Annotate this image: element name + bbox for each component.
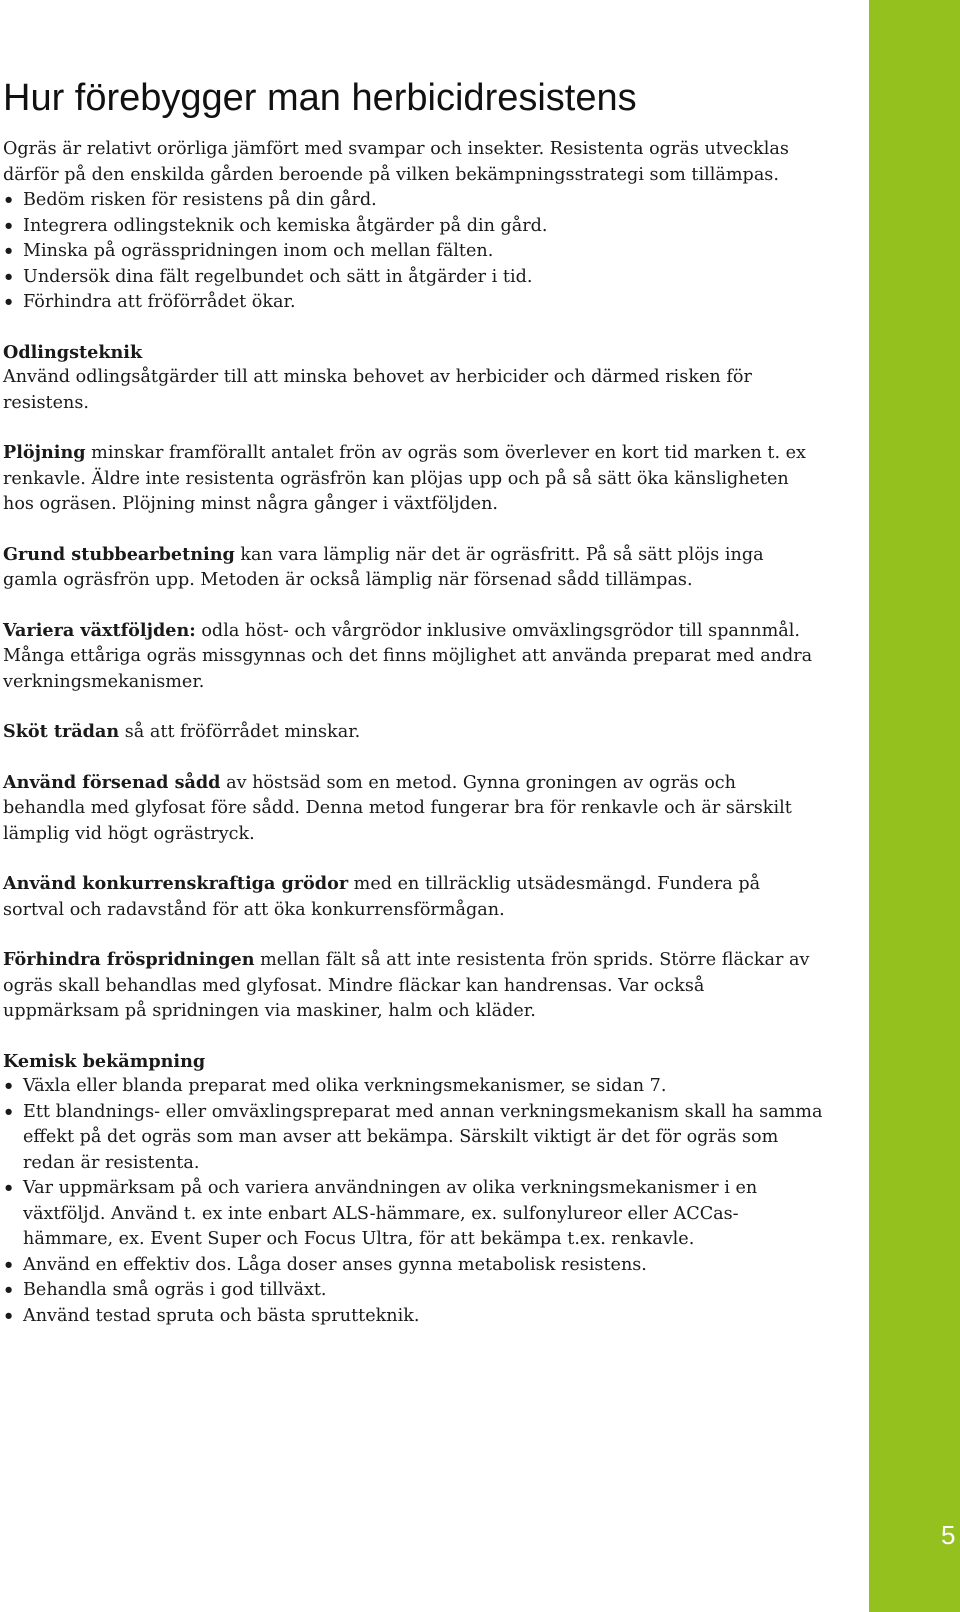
paragraph-tradan	[3, 719, 823, 746]
intro-paragraph: Ogräs är relativt orörliga jämfört med svampar och insekter. Resistenta ogräs utvecklas därför på den enskilda gården beroende på vilken bekämpningsstrategi som tillämpas.	[3, 139, 789, 185]
term: Plöjning	[3, 442, 86, 463]
odlingsteknik-text: Använd odlingsåtgärder till att minska behovet av herbicider och därmed risken för resistens.	[3, 367, 752, 413]
list-item: • Integrera odlingsteknik och kemiska åtgärder på din gård.	[3, 214, 823, 240]
paragraph-forsenad-sadd	[3, 770, 823, 848]
term: Sköt trädan	[3, 721, 120, 742]
list-item: • Minska på ogrässpridningen inom och mellan fälten.	[3, 239, 823, 265]
kemisk-bullet-list	[3, 1074, 823, 1329]
list-item: • Behandla små ogräs i god tillväxt.	[3, 1278, 823, 1304]
paragraph-body: så att fröförrådet minskar.	[119, 722, 361, 742]
paragraph-body: av höstsäd som en metod. Gynna groningen av ogräs och behandla med glyfosat före sådd. Denna metod fungerar bra för renkavle och är särskilt lämplig vid högt ogrästryck.	[3, 772, 792, 844]
term: Förhindra fröspridningen	[3, 949, 255, 970]
paragraph-vaxtfoljd	[3, 618, 823, 696]
list-item: • Använd en effektiv dos. Låga doser anses gynna metabolisk resistens.	[3, 1253, 823, 1279]
paragraph-frospridning	[3, 947, 823, 1025]
term: Grund stubbearbetning	[3, 543, 235, 565]
intro-bullet-list	[3, 188, 823, 316]
term: Använd konkurrenskraftiga grödor	[3, 873, 349, 894]
paragraph-body: mellan fält så att inte resistenta frön sprids. Större fläckar av ogräs skall behandlas med glyfosat. Mindre fläckar kan handrensas. Var också uppmärksam på spridningen via maskiner, halm och kläder.	[3, 950, 810, 1021]
list-item: • Var uppmärksam på och variera användningen av olika verkningsmekanismer i en växtföljd. Använd t. ex inte enbart ALS-hämmare, ex. sulfonylureor eller ACCas-hämmare, ex. Event Super och Focus Ultra, för att bekämpa t.ex. renkavle.	[3, 1176, 823, 1253]
paragraph-stubbearbetning	[3, 542, 823, 594]
paragraph-body: med en tillräcklig utsädesmängd. Fundera på sortval och radavstånd för att öka konkurrensförmågan.	[3, 874, 761, 920]
page-title: Hur förebygger man herbicidresistens	[3, 77, 637, 119]
paragraph-plojning	[3, 440, 823, 518]
section-heading-kemisk: Kemisk bekämpning	[3, 1050, 206, 1072]
section-heading-odlingsteknik: Odlingsteknik	[3, 341, 143, 363]
term: Använd försenad sådd	[3, 771, 221, 793]
paragraph-body: minskar framförallt antalet frön av ogräs som överlever en kort tid marken t. ex renkavle. Äldre inte resistenta ogräsfrön kan plöjas upp och på så sätt öka känsligheten hos ogräsen. Plöjning minst några gånger i växtföljden.	[3, 443, 806, 514]
list-item: • Använd testad spruta och bästa sprutteknik.	[3, 1304, 823, 1330]
paragraph-body: kan vara lämplig när det är ogräsfritt. På så sätt plöjs inga gamla ogräsfrön upp. Metoden är också lämplig när försenad sådd tillämpas.	[3, 544, 764, 590]
article	[3, 74, 823, 1329]
green-sidebar	[869, 0, 960, 1612]
list-item: • Bedöm risken för resistens på din gård.	[3, 188, 823, 214]
paragraph-grodor	[3, 871, 823, 923]
list-item: • Växla eller blanda preparat med olika verkningsmekanismer, se sidan 7.	[3, 1074, 823, 1100]
list-item: • Förhindra att fröförrådet ökar.	[3, 290, 823, 316]
paragraph-body: odla höst- och vårgrödor inklusive omväxlingsgrödor till spannmål. Många ettåriga ogräs missgynnas och det finns möjlighet att använda preparat med andra verkningsmekanismer.	[3, 620, 813, 692]
list-item: • Ett blandnings- eller omväxlingspreparat med annan verkningsmekanism skall ha samma effekt på det ogräs som man avser att bekämpa. Särskilt viktigt är det för ogräs som redan är resistenta.	[3, 1100, 823, 1177]
term: Variera växtföljden:	[3, 619, 196, 641]
page-number: 5	[941, 1520, 956, 1550]
list-item: • Undersök dina fält regelbundet och sätt in åtgärder i tid.	[3, 265, 823, 291]
